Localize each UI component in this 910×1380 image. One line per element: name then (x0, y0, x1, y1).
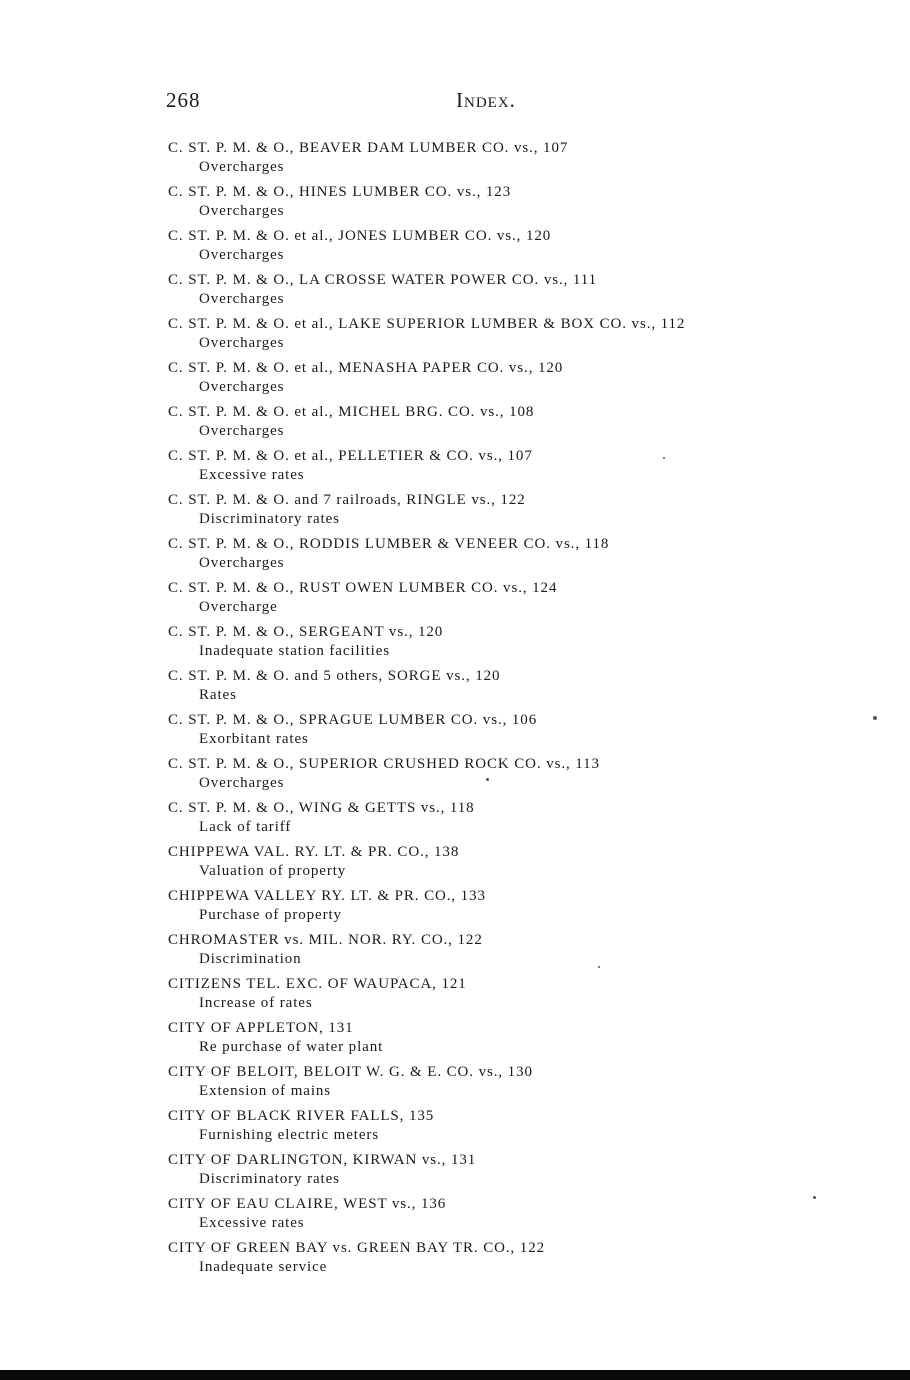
entry-subject: Purchase of property (199, 907, 342, 923)
index-entry (168, 666, 868, 710)
entry-subject: Discriminatory rates (199, 1171, 340, 1187)
entry-heading: C. ST. P. M. & O. et al., PELLETIER & CO. vs., 107 (168, 448, 533, 464)
index-entry (168, 534, 868, 578)
scan-speck (486, 778, 489, 781)
entry-heading: CITY OF BLACK RIVER FALLS, 135 (168, 1108, 435, 1124)
entry-subject: Lack of tariff (199, 819, 292, 835)
entry-subject: Overcharges (199, 247, 285, 263)
entry-heading: C. ST. P. M. & O. et al., LAKE SUPERIOR LUMBER & BOX CO. vs., 112 (168, 316, 686, 332)
index-entry (168, 1018, 868, 1062)
index-entry (168, 886, 868, 930)
scan-speck (663, 457, 665, 459)
entry-heading: C. ST. P. M. & O., BEAVER DAM LUMBER CO. vs., 107 (168, 140, 569, 156)
index-entry (168, 754, 868, 798)
index-entry (168, 402, 868, 446)
index-entry (168, 446, 868, 490)
entry-heading: CHIPPEWA VAL. RY. LT. & PR. CO., 138 (168, 844, 460, 860)
entry-subject: Overcharges (199, 335, 285, 351)
entry-heading: CITY OF GREEN BAY vs. GREEN BAY TR. CO., 122 (168, 1240, 545, 1256)
entry-subject: Excessive rates (199, 467, 305, 483)
scan-speck (813, 1196, 816, 1199)
entry-heading: C. ST. P. M. & O., HINES LUMBER CO. vs., 123 (168, 184, 512, 200)
index-entry (168, 314, 868, 358)
page-title: Index. (456, 88, 516, 112)
index-entry (168, 930, 868, 974)
index-entry (168, 974, 868, 1018)
entry-heading: CHIPPEWA VALLEY RY. LT. & PR. CO., 133 (168, 888, 486, 904)
entry-heading: C. ST. P. M. & O. et al., MICHEL BRG. CO. vs., 108 (168, 404, 535, 420)
entry-heading: C. ST. P. M. & O. et al., JONES LUMBER CO. vs., 120 (168, 228, 552, 244)
entry-subject: Overcharges (199, 291, 285, 307)
entry-heading: C. ST. P. M. & O., SUPERIOR CRUSHED ROCK CO. vs., 113 (168, 756, 600, 772)
index-entry (168, 842, 868, 886)
entry-subject: Re purchase of water plant (199, 1039, 384, 1055)
entry-heading: C. ST. P. M. & O., SPRAGUE LUMBER CO. vs., 106 (168, 712, 538, 728)
entry-heading: CITIZENS TEL. EXC. OF WAUPACA, 121 (168, 976, 467, 992)
scan-speck (598, 966, 600, 968)
entry-heading: C. ST. P. M. & O., RODDIS LUMBER & VENEER CO. vs., 118 (168, 536, 610, 552)
entry-heading: CITY OF EAU CLAIRE, WEST vs., 136 (168, 1196, 447, 1212)
entry-subject: Excessive rates (199, 1215, 305, 1231)
entry-subject: Rates (199, 687, 237, 703)
index-entry (168, 358, 868, 402)
entry-heading: C. ST. P. M. & O., LA CROSSE WATER POWER CO. vs., 111 (168, 272, 598, 288)
entry-subject: Valuation of property (199, 863, 347, 879)
entry-heading: CITY OF DARLINGTON, KIRWAN vs., 131 (168, 1152, 477, 1168)
index-entry (168, 490, 868, 534)
index-entries (168, 138, 868, 1282)
index-entry (168, 578, 868, 622)
entry-subject: Overcharges (199, 775, 285, 791)
entry-subject: Overcharge (199, 599, 278, 615)
page-number: 268 (166, 88, 201, 112)
index-entry (168, 182, 868, 226)
index-entry (168, 1062, 868, 1106)
index-entry (168, 798, 868, 842)
entry-subject: Increase of rates (199, 995, 313, 1011)
entry-subject: Overcharges (199, 423, 285, 439)
index-entry (168, 1106, 868, 1150)
entry-heading: C. ST. P. M. & O. and 7 railroads, RINGLE vs., 122 (168, 492, 526, 508)
entry-subject: Overcharges (199, 203, 285, 219)
index-entry (168, 270, 868, 314)
entry-heading: C. ST. P. M. & O., WING & GETTS vs., 118 (168, 800, 475, 816)
index-entry (168, 1194, 868, 1238)
entry-subject: Inadequate station facilities (199, 643, 391, 659)
entry-heading: C. ST. P. M. & O. et al., MENASHA PAPER CO. vs., 120 (168, 360, 564, 376)
index-entry (168, 138, 868, 182)
entry-subject: Overcharges (199, 159, 285, 175)
index-entry (168, 1238, 868, 1282)
index-entry (168, 1150, 868, 1194)
entry-heading: C. ST. P. M. & O. and 5 others, SORGE vs., 120 (168, 668, 501, 684)
index-entry (168, 226, 868, 270)
entry-subject: Inadequate service (199, 1259, 328, 1275)
entry-subject: Furnishing electric meters (199, 1127, 380, 1143)
index-entry (168, 622, 868, 666)
entry-subject: Discrimination (199, 951, 302, 967)
entry-subject: Exorbitant rates (199, 731, 309, 747)
entry-subject: Discriminatory rates (199, 511, 340, 527)
entry-heading: CHROMASTER vs. MIL. NOR. RY. CO., 122 (168, 932, 483, 948)
entry-subject: Overcharges (199, 555, 285, 571)
entry-heading: C. ST. P. M. & O., RUST OWEN LUMBER CO. vs., 124 (168, 580, 558, 596)
entry-heading: CITY OF BELOIT, BELOIT W. G. & E. CO. vs., 130 (168, 1064, 533, 1080)
scan-speck (873, 716, 877, 720)
entry-heading: C. ST. P. M. & O., SERGEANT vs., 120 (168, 624, 444, 640)
entry-heading: CITY OF APPLETON, 131 (168, 1020, 354, 1036)
index-entry (168, 710, 868, 754)
entry-subject: Overcharges (199, 379, 285, 395)
scan-bottom-edge (0, 1370, 910, 1380)
entry-subject: Extension of mains (199, 1083, 332, 1099)
